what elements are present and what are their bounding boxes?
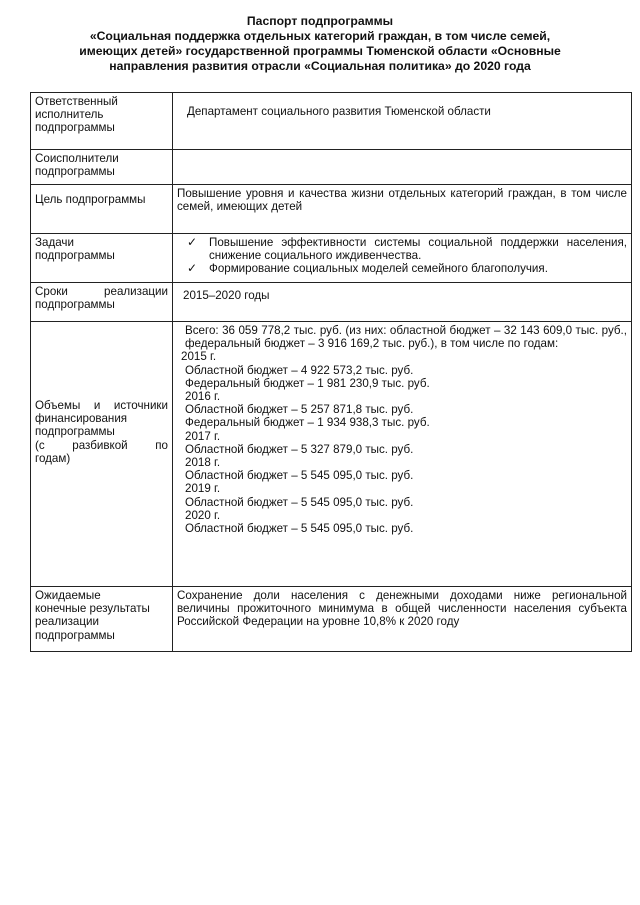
table-row-goal [31,185,632,234]
passport-table [30,92,632,652]
list-item [187,262,627,275]
amount-line: Областной бюджет – 5 545 095,0 тыс. руб. [185,469,414,483]
coexecutors-value [173,150,632,185]
term-label: Сроки реализации подпрограммы [31,283,173,322]
year-2017: 2017 г. [185,429,221,443]
coexecutors-label: Соисполнители подпрограммы [31,150,173,185]
year-2019: 2019 г. [185,482,221,496]
goal-value: Повышение уровня и качества жизни отдельных категорий граждан, в том числе семей, имеющих детей [173,185,632,234]
checkmark-icon: ✓ [187,261,198,276]
tasks-value [173,234,632,283]
financing-years [177,350,627,535]
title-line-4: направления развития отрасли «Социальная политика» до 2020 года [109,59,531,73]
year-2020: 2020 г. [185,508,221,522]
task-text: Повышение эффективности системы социальной поддержки населения, снижение социального иждивенчества. [209,236,627,263]
title-line-2: «Социальная поддержка отдельных категорий граждан, в том числе семей, [89,29,551,43]
results-label: Ожидаемые конечные результаты реализации подпрограммы [31,587,173,652]
list-item [187,236,627,262]
results-value: Сохранение доли населения с денежными доходами ниже региональной величины прожиточного минимума в общей численности населения субъекта Российской Федерации на уровне 10,8% к 2020 году [173,587,632,652]
financing-label: Объемы и источники финансирования подпрограммы (с разбивкой по годам) [31,322,173,587]
title-line-1: Паспорт подпрограммы [246,14,394,28]
responsible-value: Департамент социального развития Тюменской области [173,93,632,150]
table-row-coexecutors [31,150,632,185]
amount-line: Областной бюджет – 5 545 095,0 тыс. руб. [185,522,414,536]
checkmark-icon: ✓ [187,235,198,249]
table-row-financing [31,322,632,587]
financing-total: Всего: 36 059 778,2 тыс. руб. (из них: областной бюджет – 32 143 609,0 тыс. руб., федеральный бюджет – 3 916 169,2 тыс. руб.), в том числе по годам: [185,324,627,351]
table-row-results [31,587,632,652]
year-2016: 2016 г. [185,390,221,404]
goal-label: Цель подпрограммы [31,185,173,234]
term-value: 2015–2020 годы [173,283,632,322]
title-line-3: имеющих детей» государственной программы Тюменской области «Основные [79,44,561,58]
amount-line: Федеральный бюджет – 1 934 938,3 тыс. руб. [185,416,430,430]
task-text: Формирование социальных моделей семейного благополучия. [209,262,548,276]
amount-line: Областной бюджет – 4 922 573,2 тыс. руб. [185,363,414,377]
table-row-responsible [31,93,632,150]
amount-line: Областной бюджет – 5 545 095,0 тыс. руб. [185,495,414,509]
amount-line: Областной бюджет – 5 257 871,8 тыс. руб. [185,403,414,417]
responsible-label: Ответственный исполнитель подпрограммы [31,93,173,150]
table-row-term [31,283,632,322]
financing-value [173,322,632,587]
year-2015: 2015 г. [181,350,217,364]
table-row-tasks [31,234,632,283]
year-2018: 2018 г. [185,456,221,470]
amount-line: Областной бюджет – 5 327 879,0 тыс. руб. [185,442,414,456]
amount-line: Федеральный бюджет – 1 981 230,9 тыс. руб. [185,376,430,390]
document-title [60,14,580,74]
tasks-label: Задачи подпрограммы [31,234,173,283]
